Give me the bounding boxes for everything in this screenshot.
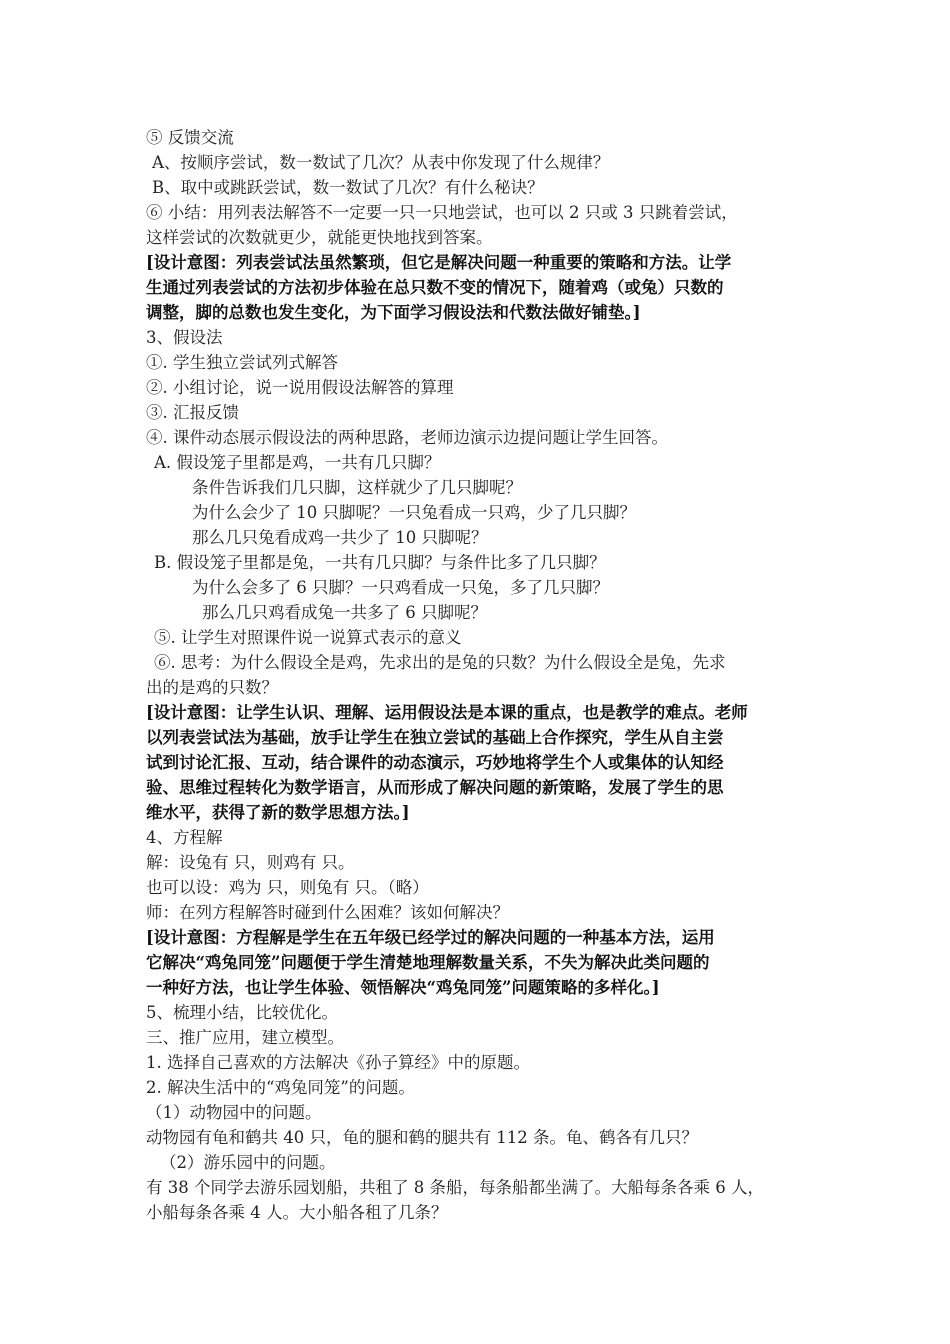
text-line: 解：设兔有 只，则鸡有 只。 bbox=[146, 853, 355, 872]
text-line: ⑤ 反馈交流 bbox=[146, 128, 234, 147]
design-intent-line: 它解决“鸡兔同笼”问题便于学生清楚地理解数量关系，不失为解决此类问题的 bbox=[146, 953, 710, 972]
text-line: A. 假设笼子里都是鸡，一共有几只脚？ bbox=[154, 453, 441, 472]
text-line: 小船每条各乘 4 人。大小船各租了几条？ bbox=[146, 1203, 448, 1222]
text-line: （1）动物园中的问题。 bbox=[146, 1103, 322, 1122]
text-line: 为什么会少了 10 只脚呢？一只兔看成一只鸡，少了几只脚？ bbox=[192, 503, 636, 522]
text-line: 1. 选择自己喜欢的方法解决《孙子算经》中的原题。 bbox=[146, 1053, 530, 1072]
design-intent-line: 生通过列表尝试的方法初步体验在总只数不变的情况下，随着鸡（或兔）只数的 bbox=[146, 278, 724, 297]
text-line: （2）游乐园中的问题。 bbox=[160, 1153, 336, 1172]
text-line: 也可以设：鸡为 只，则兔有 只。（略） bbox=[146, 878, 429, 897]
text-line: ③. 汇报反馈 bbox=[146, 403, 239, 422]
text-line: 动物园有龟和鹤共 40 只，龟的腿和鹤的腿共有 112 条。龟、鹤各有几只？ bbox=[146, 1128, 698, 1147]
text-line: 那么几只兔看成鸡一共少了 10 只脚呢？ bbox=[192, 528, 488, 547]
design-intent-line: [设计意图：让学生认识、理解、运用假设法是本课的重点，也是教学的难点。老师 bbox=[146, 703, 748, 722]
text-line: ②. 小组讨论，说一说用假设法解答的算理 bbox=[146, 378, 454, 397]
text-line: ⑤. 让学生对照课件说一说算式表示的意义 bbox=[154, 628, 462, 647]
text-line: B. 假设笼子里都是兔，一共有几只脚？与条件比多了几只脚？ bbox=[154, 553, 606, 572]
design-intent-line: 以列表尝试法为基础，放手让学生在独立尝试的基础上合作探究，学生从自主尝 bbox=[146, 728, 724, 747]
design-intent-line: 调整，脚的总数也发生变化，为下面学习假设法和代数法做好铺垫。] bbox=[146, 303, 641, 322]
text-line: A、按顺序尝试，数一数试了几次？从表中你发现了什么规律？ bbox=[152, 153, 610, 172]
text-line: ⑥. 思考：为什么假设全是鸡，先求出的是兔的只数？为什么假设全是兔，先求 bbox=[154, 653, 726, 672]
text-line: 为什么会多了 6 只脚？一只鸡看成一只兔，多了几只脚？ bbox=[192, 578, 609, 597]
text-line: 三、推广应用，建立模型。 bbox=[146, 1028, 344, 1047]
design-intent-line: 一种好方法，也让学生体验、领悟解决“鸡兔同笼”问题策略的多样化。] bbox=[146, 978, 660, 997]
text-line: ⑥ 小结：用列表法解答不一定要一只一只地尝试，也可以 2 只或 3 只跳着尝试， bbox=[146, 203, 738, 222]
text-line: 有 38 个同学去游乐园划船，共租了 8 条船，每条船都坐满了。大船每条各乘 6 人， bbox=[146, 1178, 764, 1197]
text-line: 这样尝试的次数就更少，就能更快地找到答案。 bbox=[146, 228, 493, 247]
text-line: 出的是鸡的只数？ bbox=[146, 678, 278, 697]
text-line: 条件告诉我们几只脚，这样就少了几只脚呢？ bbox=[192, 478, 522, 497]
text-line: ④. 课件动态展示假设法的两种思路，老师边演示边提问题让学生回答。 bbox=[146, 428, 668, 447]
text-line: 3、假设法 bbox=[146, 328, 223, 347]
design-intent-line: 验、思维过程转化为数学语言，从而形成了解决问题的新策略，发展了学生的思 bbox=[146, 778, 724, 797]
text-line: ①. 学生独立尝试列式解答 bbox=[146, 353, 338, 372]
text-line: 师：在列方程解答时碰到什么困难？该如何解决？ bbox=[146, 903, 509, 922]
text-line: 5、梳理小结，比较优化。 bbox=[146, 1003, 338, 1022]
design-intent-line: 试到讨论汇报、互动，结合课件的动态演示，巧妙地将学生个人或集体的认知经 bbox=[146, 753, 724, 772]
text-line: 4、方程解 bbox=[146, 828, 223, 847]
text-line: 那么几只鸡看成兔一共多了 6 只脚呢？ bbox=[202, 603, 487, 622]
text-line: B、取中或跳跃尝试，数一数试了几次？有什么秘诀？ bbox=[152, 178, 544, 197]
text-line: 2. 解决生活中的“鸡兔同笼”的问题。 bbox=[146, 1078, 415, 1097]
design-intent-line: [设计意图：列表尝试法虽然繁琐，但它是解决问题一种重要的策略和方法。让学 bbox=[146, 253, 732, 272]
design-intent-line: 维水平，获得了新的数学思想方法。] bbox=[146, 803, 410, 822]
design-intent-line: [设计意图：方程解是学生在五年级已经学过的解决问题的一种基本方法，运用 bbox=[146, 928, 715, 947]
